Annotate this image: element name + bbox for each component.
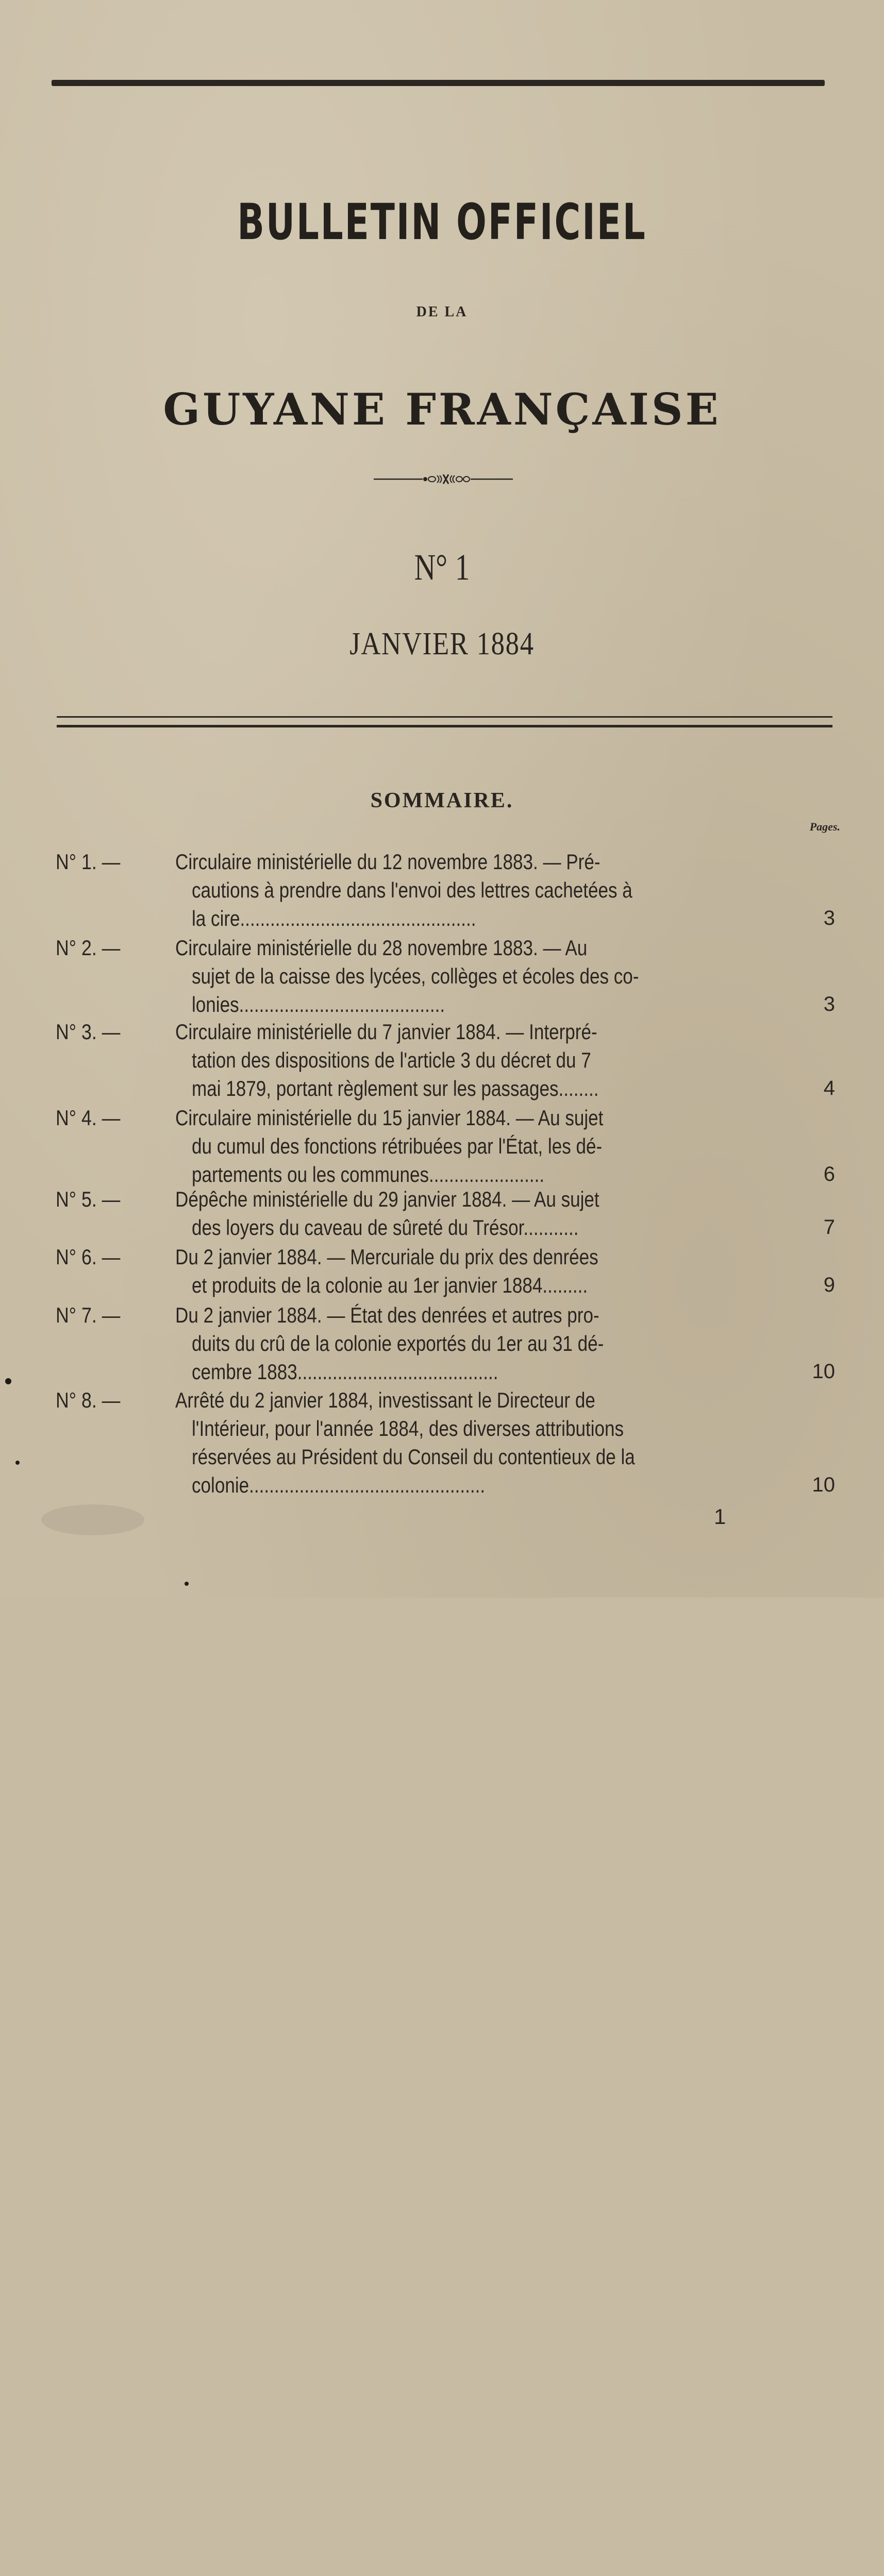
toc-entry-number: N° 2. — xyxy=(56,936,121,960)
connector-text: DE LA xyxy=(416,304,468,320)
toc-entry-page: 4 xyxy=(823,1077,835,1099)
toc-entry-line: Du 2 janvier 1884. — Mercuriale du prix des denrées xyxy=(175,1245,598,1269)
toc-entry-page: 9 xyxy=(823,1274,835,1296)
page-number: 1 xyxy=(714,1504,726,1529)
ink-dot xyxy=(15,1461,20,1465)
toc-entry-page: 3 xyxy=(823,993,835,1015)
toc-entry-number: N° 1. — xyxy=(56,850,121,874)
toc-entry-line: et produits de la colonie au 1er janvier 1884......... xyxy=(192,1273,588,1297)
toc-entry-line: tation des dispositions de l'article 3 du décret du 7 xyxy=(192,1048,591,1072)
pages-column-label: Pages. xyxy=(809,820,840,833)
toc-entry-number: N° 3. — xyxy=(56,1020,121,1044)
toc-entry-line: Dépêche ministérielle du 29 janvier 1884. — Au sujet xyxy=(175,1187,599,1211)
toc-entry-line: Arrêté du 2 janvier 1884, investissant le Directeur de xyxy=(175,1388,595,1412)
colony-title: GUYANE FRANÇAISE xyxy=(163,384,721,435)
toc-entry-page: 10 xyxy=(812,1360,835,1383)
toc-entry-line: Circulaire ministérielle du 7 janvier 1884. — Interpré- xyxy=(175,1020,597,1044)
issue-date: JANVIER 1884 xyxy=(349,626,535,662)
toc-entry-line: lonies......................................... xyxy=(192,992,445,1016)
toc-entry-line: Circulaire ministérielle du 15 janvier 1884. — Au sujet xyxy=(175,1106,604,1130)
toc-entry-line: des loyers du caveau de sûreté du Trésor........... xyxy=(192,1215,579,1240)
toc-entry-number: N° 8. — xyxy=(56,1388,121,1412)
ink-dot xyxy=(5,1378,11,1384)
toc-entry-number: N° 7. — xyxy=(56,1303,121,1327)
toc-entry-number: N° 5. — xyxy=(56,1187,121,1211)
toc-entry-line: colonie............................................... xyxy=(192,1473,486,1497)
toc-entry-line: l'Intérieur, pour l'année 1884, des diverses attributions xyxy=(192,1416,624,1440)
toc-entry-line: mai 1879, portant règlement sur les passages........ xyxy=(192,1076,599,1100)
toc-entry-line: la cire............................................... xyxy=(192,906,476,930)
toc-entry-line: Circulaire ministérielle du 28 novembre 1883. — Au xyxy=(175,936,588,960)
toc-entry-line: cembre 1883........................................ xyxy=(192,1360,498,1384)
toc-entry-page: 10 xyxy=(812,1473,835,1496)
toc-entry-line: duits du crû de la colonie exportés du 1er au 31 dé- xyxy=(192,1331,604,1355)
toc-entry-number: N° 4. — xyxy=(56,1106,121,1130)
paper-stain xyxy=(41,1504,144,1535)
toc-entry-line: sujet de la caisse des lycées, collèges et écoles des co- xyxy=(192,964,639,988)
toc-entry-line: cautions à prendre dans l'envoi des lettres cachetées à xyxy=(192,878,632,902)
bulletin-title: BULLETIN OFFICIEL xyxy=(237,193,647,251)
toc-entry-line: partements ou les communes....................... xyxy=(192,1162,545,1187)
ink-dot xyxy=(185,1582,189,1586)
summary-heading: SOMMAIRE. xyxy=(370,789,514,812)
toc-entry-line: réservées au Président du Conseil du contentieux de la xyxy=(192,1445,635,1469)
toc-entry-page: 7 xyxy=(823,1216,835,1239)
toc-entry-page: 6 xyxy=(823,1163,835,1185)
issue-number: N° 1 xyxy=(414,547,470,588)
toc-entry-line: Du 2 janvier 1884. — État des denrées et autres pro- xyxy=(175,1303,599,1327)
toc-entry-page: 3 xyxy=(823,907,835,929)
toc-entry-number: N° 6. — xyxy=(56,1245,121,1269)
toc-entry-line: Circulaire ministérielle du 12 novembre 1883. — Pré- xyxy=(175,850,601,874)
toc-entry-line: du cumul des fonctions rétribuées par l'État, les dé- xyxy=(192,1134,603,1158)
